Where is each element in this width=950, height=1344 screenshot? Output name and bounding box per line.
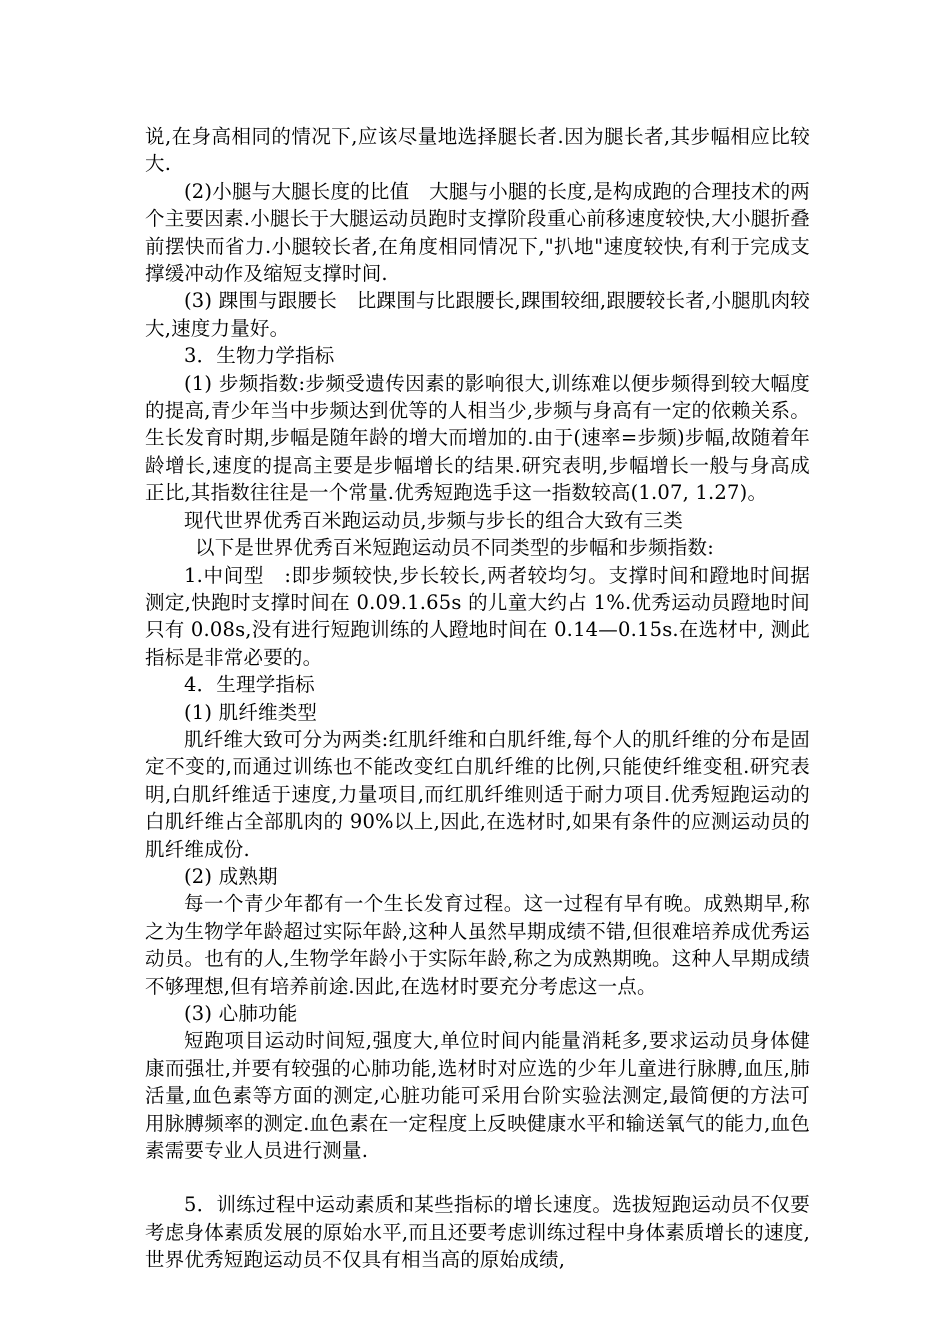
paragraph-shank-thigh-ratio: (2)小腿与大腿长度的比值 大腿与小腿的长度,是构成跑的合理技术的两个主要因素.小腿长于大腿运动员跑时支撑阶段重心前移速度较快,大小腿折叠前摆快而省力.小腿较长者,在角度相同情况下,"扒地"速度较快,有利于完成支撑缓冲动作及缩短支撑时间. (145, 179, 810, 286)
paragraph-stride-index: (1) 步频指数:步频受遗传因素的影响很大,训练难以便步频得到较大幅度的提高,青少年当中步频达到优等的人相当少,步频与身高有一定的依赖关系。生长发育时期,步幅是随年龄的增大而增加的.由于(速率=步频)步幅,故随着年龄增长,速度的提高主要是步幅增长的结果.研究表明,步幅增长一般与身高成正比,其指数往往是一个常量.优秀短跑选手这一指数较高(1.07, 1.27)。 (145, 371, 810, 505)
heading-physiology: 4．生理学指标 (184, 673, 315, 697)
paragraph-stride-combinations: 现代世界优秀百米跑运动员,步频与步长的组合大致有三类 (184, 508, 683, 532)
heading-biomechanics: 3．生物力学指标 (184, 344, 335, 368)
paragraph-middle-type: 1.中间型 :即步频较快,步长较长,两者较均匀。支撑时间和蹬地时间据测定,快跑时支撑时间在 0.09.1.65s 的儿童大约占 1%.优秀运动员蹬地时间只有 0.08s,没有进行短跑训练的人蹬地时间在 0.14—0.15s.在选材中, 测此指标是非常必要的。 (145, 563, 810, 669)
subheading-cardiopulmonary: (3) 心肺功能 (184, 1002, 298, 1025)
paragraph-cardiopulmonary: 短跑项目运动时间短,强度大,单位时间内能量消耗多,要求运动员身体健康而强壮,并要有较强的心肺功能,选材时对应选的少年儿童进行脉膊,血压,肺活量,血色素等方面的测定,心脏功能可采用台阶实验法测定,最简便的方法可用脉膊频率的测定.血色素在一定程度上反映健康水平和输送氧气的能力,血色素需要专业人员进行测量. (145, 1029, 810, 1163)
document-page (145, 123, 810, 1274)
paragraph-ankle-girth: (3) 踝围与跟腰长 比踝围与比跟腰长,踝围较细,跟腰较长者,小腿肌肉较大,速度力量好。 (145, 289, 810, 340)
paragraph-spacer (145, 1164, 810, 1191)
subheading-maturity: (2) 成熟期 (184, 864, 278, 888)
paragraph-stride-types-intro: 以下是世界优秀百米短跑运动员不同类型的步幅和步频指数: (195, 536, 714, 560)
paragraph-leg-length: 说,在身高相同的情况下,应该尽量地选择腿长者.因为腿长者,其步幅相应比较大. (145, 125, 810, 176)
subheading-muscle-fiber: (1) 肌纤维类型 (184, 700, 318, 724)
paragraph-muscle-fiber: 肌纤维大致可分为两类:红肌纤维和白肌纤维,每个人的肌纤维的分布是固定不变的,而通过训练也不能改变红白肌纤维的比例,只能使纤维变租.研究表明,白肌纤维适于速度,力量项目,而红肌纤维则适于耐力项目.优秀短跑运动的白肌纤维占全部肌肉的 90%以上,因此,在选材时,如果有条件的应测运动员的肌纤维成份. (145, 727, 810, 861)
paragraph-training-growth: 5．训练过程中运动素质和某些指标的增长速度。选拔短跑运动员不仅要考虑身体素质发展的原始水平,而且还要考虑训练过程中身体素质增长的速度,世界优秀短跑运动员不仅具有相当高的原始成绩, (145, 1193, 810, 1272)
paragraph-maturity: 每一个青少年都有一个生长发育过程。这一过程有早有晚。成熟期早,称之为生物学年龄超过实际年龄,这种人虽然早期成绩不错,但很难培养成优秀运动员。也有的人,生物学年龄小于实际年龄,称之为成熟期晚。这种人早期成绩不够理想,但有培养前途.因此,在选材时要充分考虑这一点。 (145, 892, 810, 998)
